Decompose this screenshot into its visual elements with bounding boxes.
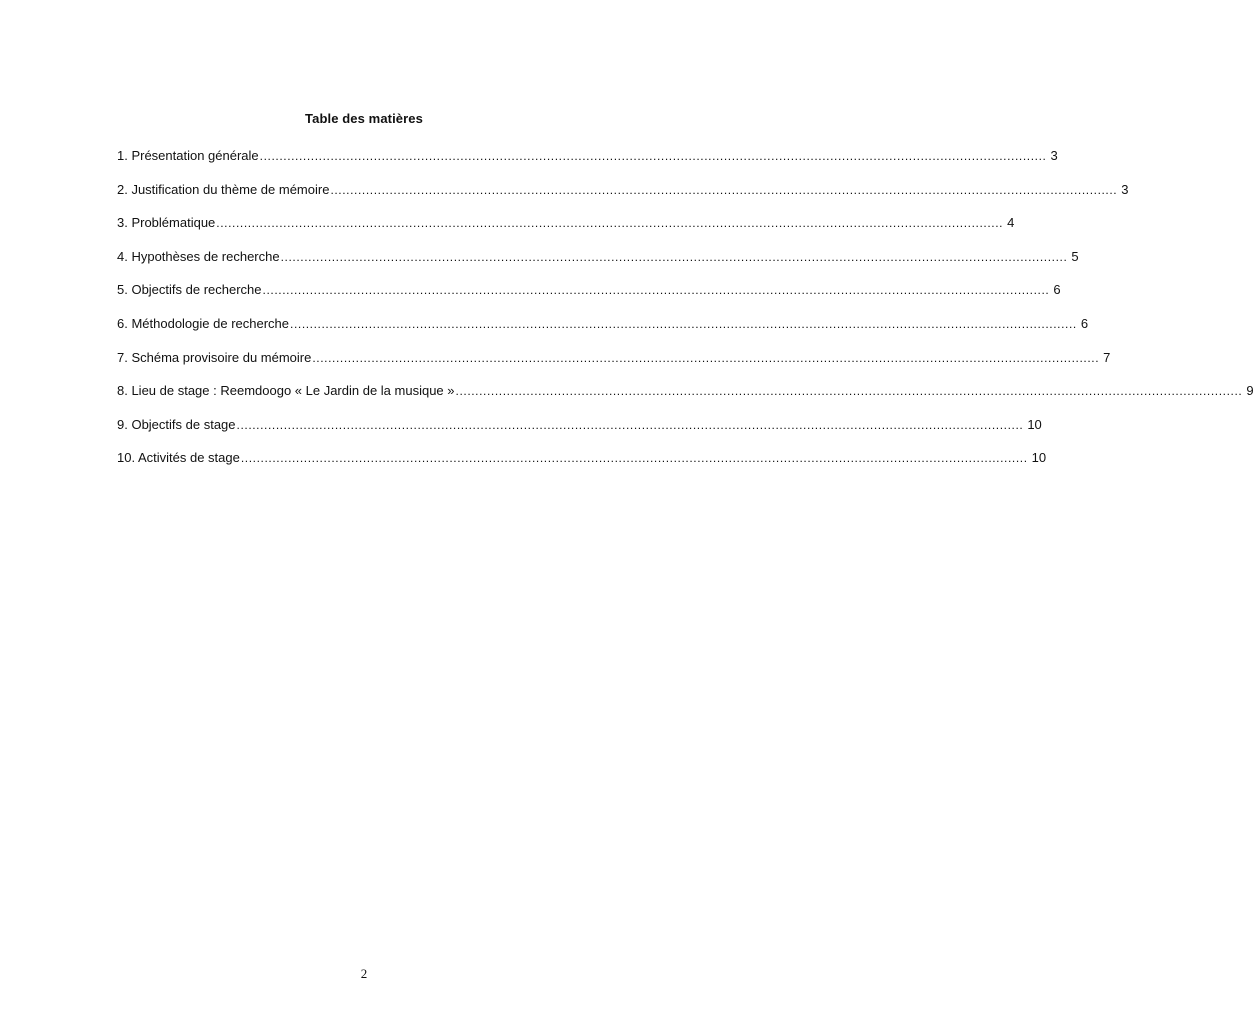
toc-entry[interactable] <box>117 415 1042 449</box>
toc-entry-page: 10 <box>1031 450 1047 466</box>
toc-entry-label: 4. Hypothèses de recherche <box>117 248 280 264</box>
toc-entry[interactable] <box>117 213 1015 247</box>
toc-entry-page: 4 <box>1007 215 1015 231</box>
toc-entry[interactable] <box>117 448 1047 482</box>
toc-entry-label: 5. Objectifs de recherche <box>117 282 262 298</box>
toc-entry[interactable] <box>117 381 1254 415</box>
toc-entry[interactable] <box>117 348 1111 382</box>
toc-entry-label: 2. Justification du thème de mémoire <box>117 181 330 197</box>
toc-entry-label: 9. Objectifs de stage <box>117 416 236 432</box>
toc-dot-leader: ........................................................................................................................................................................................................ <box>262 283 1050 298</box>
toc-dot-leader: ........................................................................................................................................................................................................ <box>280 249 1068 264</box>
toc-dot-leader: ........................................................................................................................................................................................................ <box>240 451 1028 466</box>
toc-entry-label: 8. Lieu de stage : Reemdoogo « Le Jardin de la musique » <box>117 383 455 399</box>
toc-dot-leader: ........................................................................................................................................................................................................ <box>290 316 1077 331</box>
toc-dot-leader: ........................................................................................................................................................................................................ <box>330 182 1118 197</box>
toc-entry-label: 7. Schéma provisoire du mémoire <box>117 349 312 365</box>
toc-dot-leader: ........................................................................................................................................................................................................ <box>312 350 1100 365</box>
toc-dot-leader: ........................................................................................................................................................................................................ <box>455 384 1243 399</box>
toc-entry-page: 3 <box>1121 181 1129 197</box>
toc-entry[interactable] <box>117 280 1061 314</box>
toc-entry-page: 9 <box>1246 383 1254 399</box>
toc-entry[interactable] <box>117 146 1058 180</box>
toc-entry-label: 6. Méthodologie de recherche <box>117 315 290 331</box>
toc-entry-page: 3 <box>1050 148 1058 163</box>
toc-entry[interactable] <box>117 314 1089 348</box>
page-number: 2 <box>360 966 368 981</box>
toc-entry-label: 1. Présentation générale <box>117 148 259 163</box>
toc-entry[interactable] <box>117 180 1129 214</box>
toc-title: Table des matières <box>305 111 423 126</box>
toc-entry-page: 5 <box>1071 248 1079 264</box>
toc-entry-label: 3. Problématique <box>117 215 216 231</box>
toc-entry-label: 10. Activités de stage <box>117 450 240 466</box>
toc-entry-page: 6 <box>1053 282 1061 298</box>
toc-dot-leader: ........................................................................................................................................................................................................ <box>216 216 1004 231</box>
toc-entry-page: 6 <box>1080 315 1089 331</box>
toc-dot-leader: ........................................................................................................................................................................................................ <box>259 149 1047 163</box>
toc-list <box>117 146 1254 482</box>
toc-entry[interactable] <box>117 247 1079 281</box>
toc-dot-leader: ........................................................................................................................................................................................................ <box>236 417 1024 432</box>
toc-entry-page: 10 <box>1027 416 1042 432</box>
toc-entry-page: 7 <box>1103 349 1111 365</box>
